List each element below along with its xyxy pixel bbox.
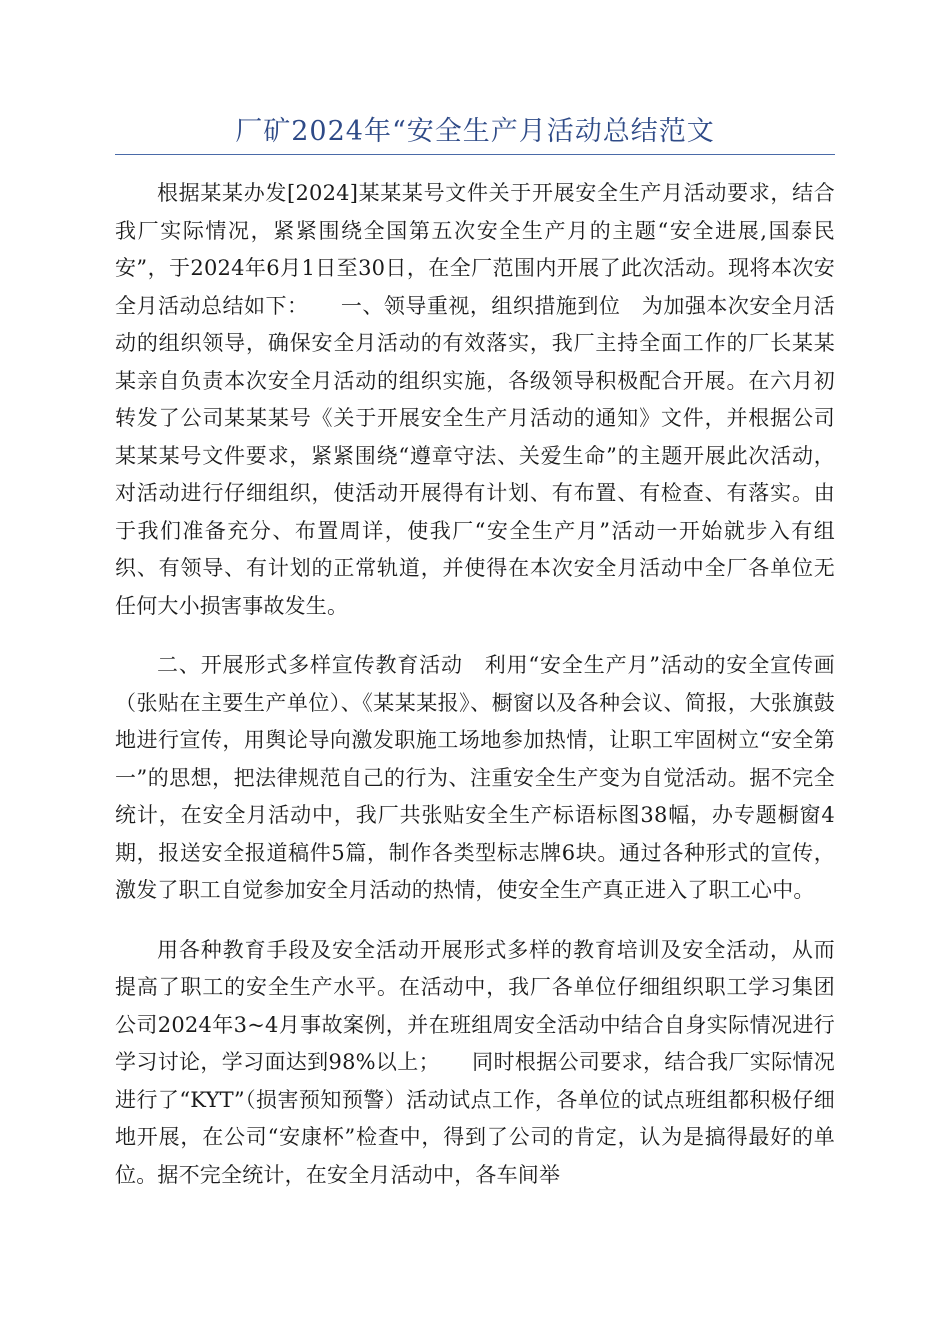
paragraph-2: 二、开展形式多样宣传教育活动 利用“安全生产月”活动的安全宣传画（张贴在主要生产单位）、《某某某报》、橱窗以及各种会议、简报，大张旗鼓地进行宣传，用舆论导向激发职施工场地参加热情，让职工牢固树立“安全第一”的思想，把法律规范自己的行为、注重安全生产变为自觉活动。据不完全统计，在安全月活动中，我厂共张贴安全生产标语标图38幅，办专题橱窗4期，报送安全报道稿件5篇，制作各类型标志牌6块。通过各种形式的宣传，激发了职工自觉参加安全月活动的热情，使安全生产真正进入了职工心中。 [115,653,835,902]
document-body [115,175,835,1216]
document-title: 厂矿2024年“安全生产月活动总结范文 [235,116,715,147]
paragraph-3: 用各种教育手段及安全活动开展形式多样的教育培训及安全活动，从而提高了职工的安全生产水平。在活动中，我厂各单位仔细组织职工学习集团公司2024年3~4月事故案例，并在班组周安全活动中结合自身实际情况进行学习讨论，学习面达到98%以上； 同时根据公司要求，结合我厂实际情况进行了“KYT”（损害预知预警）活动试点工作，各单位的试点班组都积极仔细地开展，在公司“安康杯”检查中，得到了公司的肯定，认为是搞得最好的单位。据不完全统计，在安全月活动中，各车间举 [115,937,835,1187]
paragraph-1: 根据某某办发[2024]某某某号文件关于开展安全生产月活动要求，结合我厂实际情况，紧紧围绕全国第五次安全生产月的主题“安全进展,国泰民安”，于2024年6月1日至30日，在全厂范围内开展了此次活动。现将本次安全月活动总结如下： 一、领导重视，组织措施到位 为加强本次安全月活动的组织领导，确保安全月活动的有效落实，我厂主持全面工作的厂长某某某亲自负责本次安全月活动的组织实施，各级领导积极配合开展。在六月初转发了公司某某某号《关于开展安全生产月活动的通知》文件，并根据公司某某某号文件要求，紧紧围绕“遵章守法、关爱生命”的主题开展此次活动，对活动进行仔细组织，使活动开展得有计划、有布置、有检查、有落实。由于我们准备充分、布置周详，使我厂“安全生产月”活动一开始就步入有组织、有领导、有计划的正常轨道，并使得在本次安全月活动中全厂各单位无任何大小损害事故发生。 [115,181,835,618]
title-underline [115,154,835,155]
